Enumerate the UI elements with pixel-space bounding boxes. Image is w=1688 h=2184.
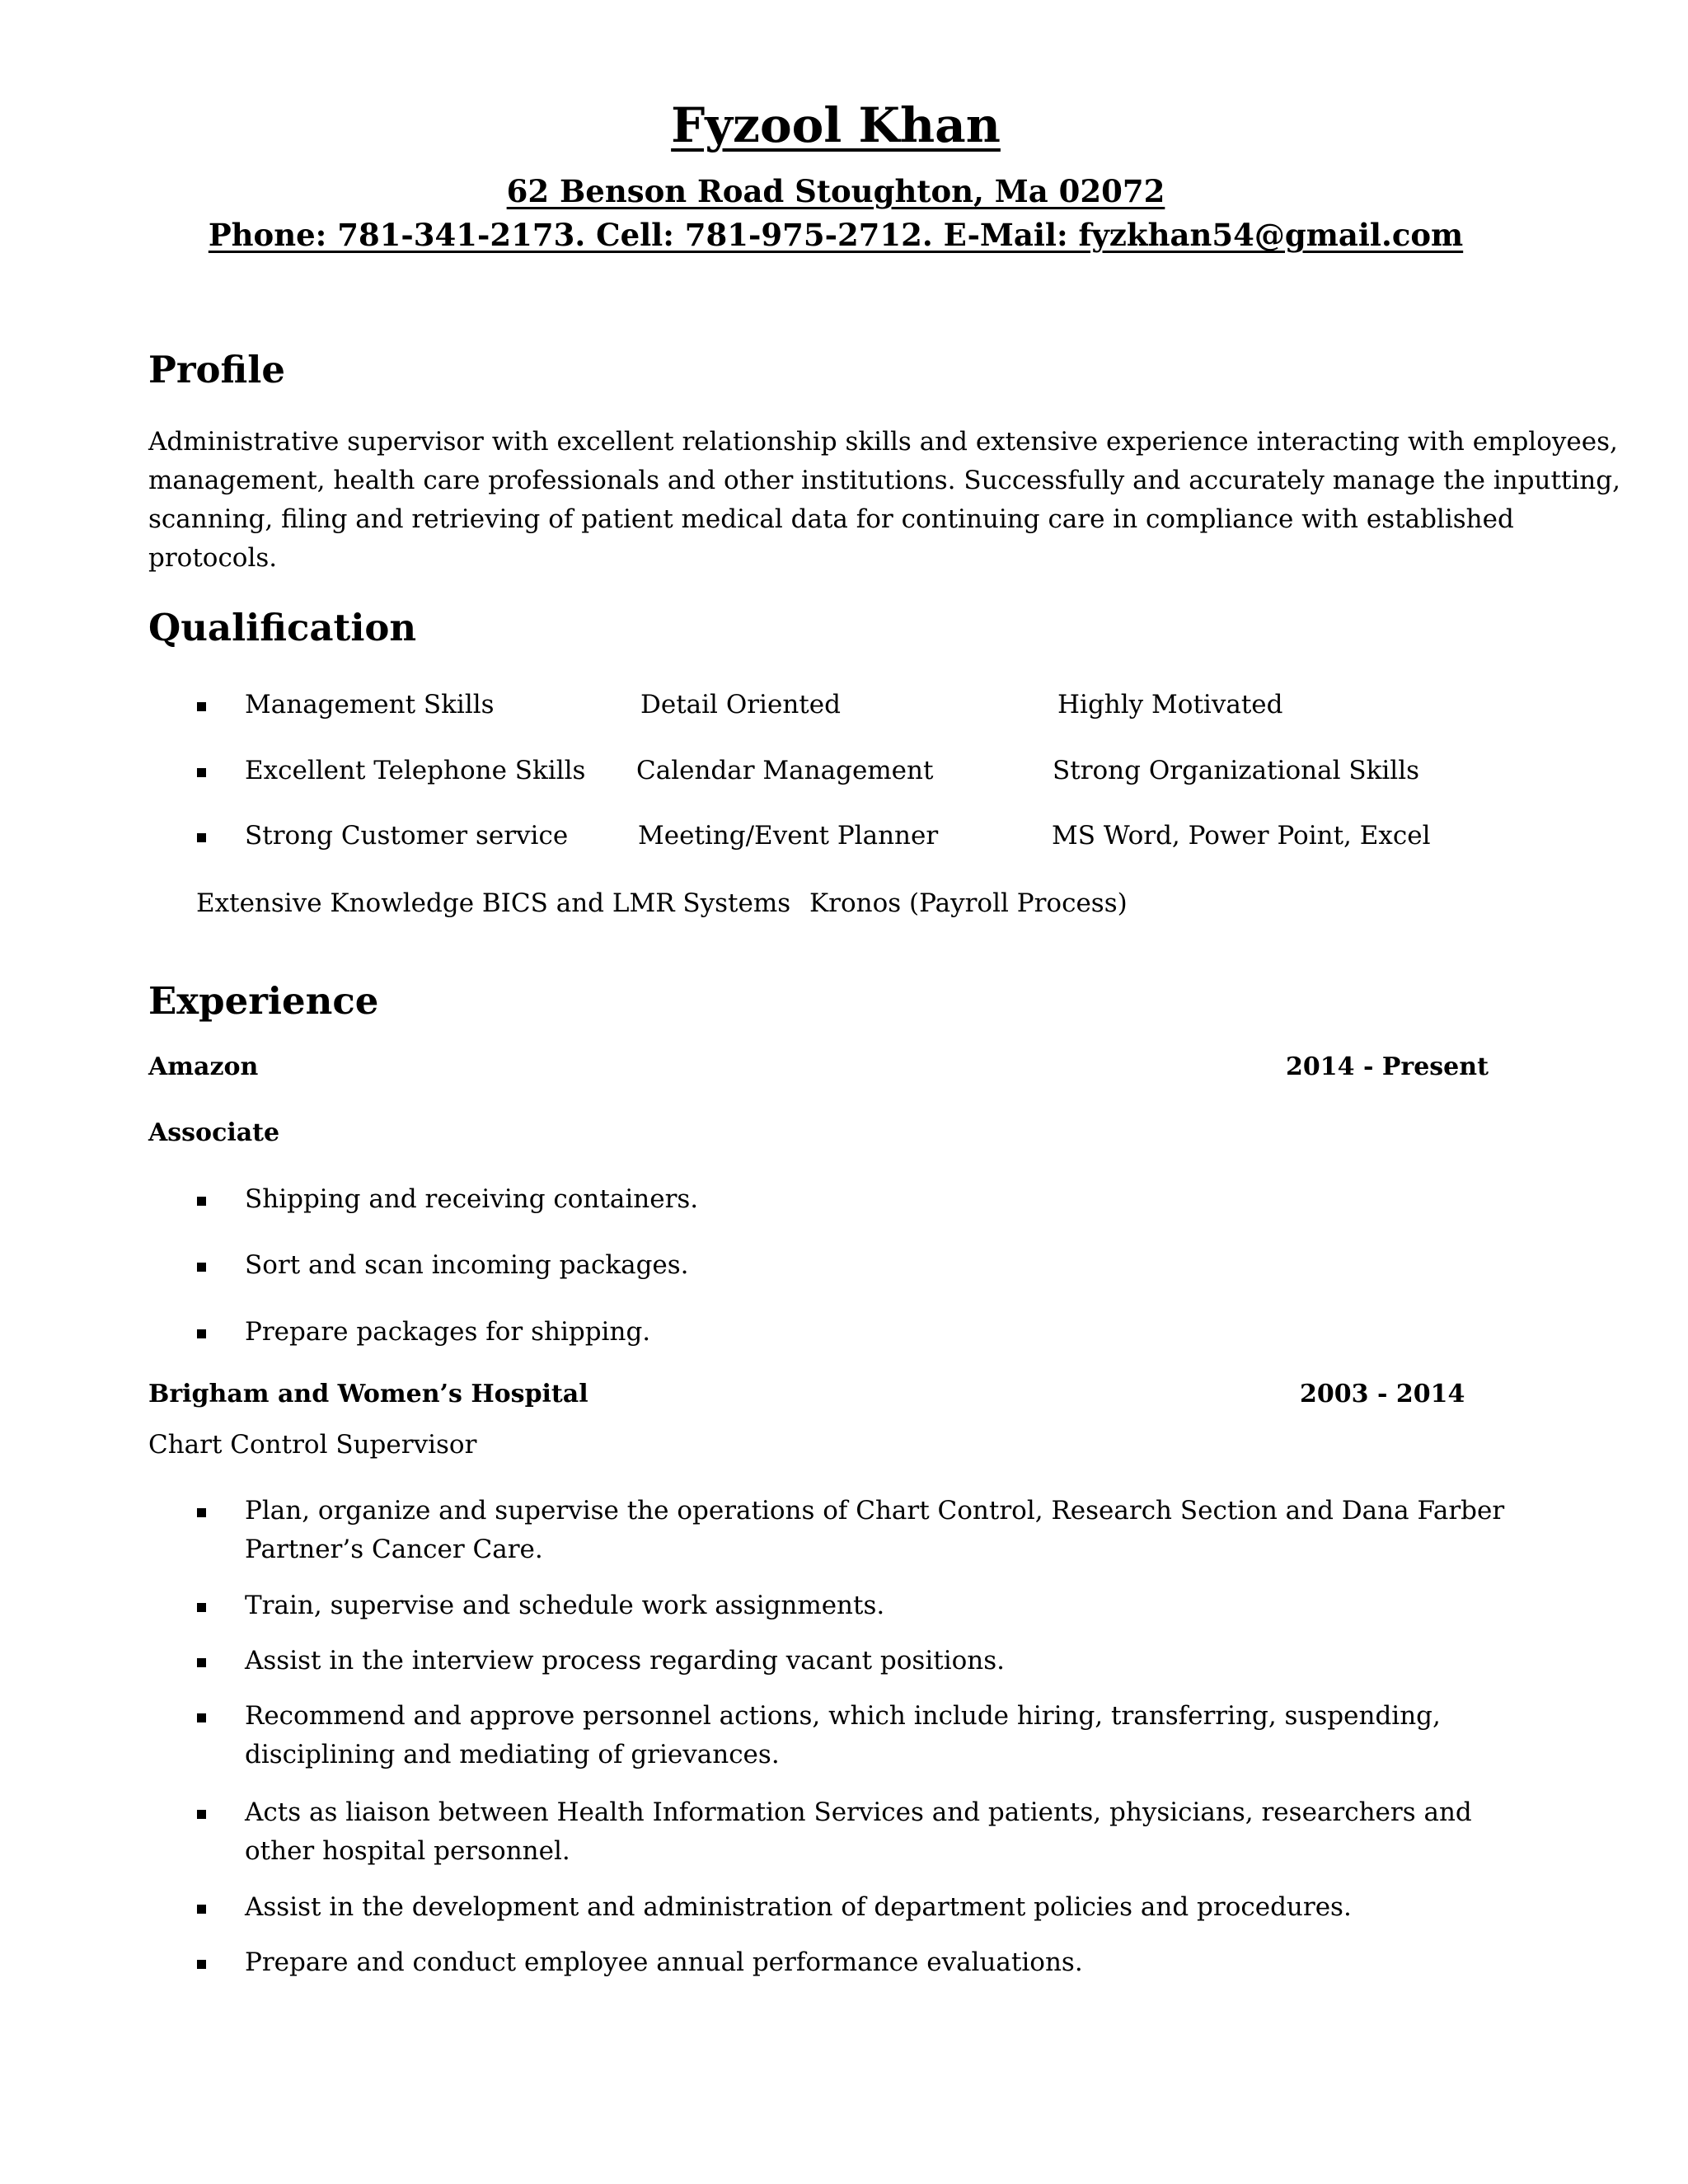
qualification-item: Detail Oriented [640,690,841,719]
resume-contact: Phone: 781-341-2173. Cell: 781-975-2712. E-Mail: fyzkhan54@gmail.com [208,217,1464,253]
bullet-icon [197,1603,206,1612]
job-duty: Train, supervise and schedule work assignments. [245,1591,885,1620]
profile-text [148,423,1620,578]
job-duty: Sort and scan incoming packages. [245,1250,689,1280]
bullet-icon [197,1960,206,1969]
qualification-extra: Kronos (Payroll Process) [809,888,1128,918]
job-title: Associate [148,1118,280,1147]
bullet-icon [197,1508,206,1517]
qualification-item: MS Word, Power Point, Excel [1052,821,1431,851]
bullet-icon [197,1658,206,1667]
profile-heading: Profile [148,348,286,391]
bullet-icon [197,833,206,842]
bullet-icon [197,1329,206,1338]
experience-heading: Experience [148,979,379,1023]
job-duty: Prepare and conduct employee annual performance evaluations. [245,1947,1083,1977]
job-duty: Recommend and approve personnel actions, which include hiring, transferring, suspending, disciplining and mediating of grievances. [245,1701,1441,1769]
profile-line: management, health care professionals and other institutions. Successfully and accurately manage the inputting, [148,466,1620,495]
job-duty: Assist in the development and administration of department policies and procedures. [245,1892,1352,1922]
bullet-icon [197,1905,206,1914]
job-duty: Shipping and receiving containers. [245,1184,699,1214]
profile-line: Administrative supervisor with excellent relationship skills and extensive experience interacting with employees, [148,427,1618,457]
qualification-item: Highly Motivated [1057,690,1283,719]
profile-line: scanning, filing and retrieving of patient medical data for continuing care in compliance with established [148,504,1514,534]
job-duty: Plan, organize and supervise the operations of Chart Control, Research Section and Dana Farber Partner’s Cancer Care. [245,1496,1505,1564]
bullet-icon [197,1810,206,1819]
bullet-icon [197,768,206,777]
profile-line: protocols. [148,543,278,573]
employment-dates: 2014 - Present [1286,1052,1489,1081]
qualification-item: Calendar Management [636,756,934,785]
qualification-extra: Extensive Knowledge BICS and LMR Systems [196,888,791,918]
job-duty: Assist in the interview process regarding vacant positions. [245,1646,1006,1675]
job-title: Chart Control Supervisor [148,1430,477,1460]
bullet-icon [197,1263,206,1272]
resume-address: 62 Benson Road Stoughton, Ma 02072 [506,173,1165,209]
bullet-icon [197,702,206,711]
resume-name: Fyzool Khan [671,97,1001,153]
bullet-icon [197,1197,206,1206]
bullet-icon [197,1713,206,1722]
job-duty: Acts as liaison between Health Information Services and patients, physicians, researchers and other hospital personnel. [245,1797,1472,1866]
qualification-item: Management Skills [245,690,495,719]
qualification-item: Excellent Telephone Skills [245,756,586,785]
employment-dates: 2003 - 2014 [1300,1380,1465,1408]
job-duty: Prepare packages for shipping. [245,1317,651,1347]
qualification-item: Strong Organizational Skills [1053,756,1420,785]
company-name: Brigham and Women’s Hospital [148,1380,588,1408]
qualification-item: Meeting/Event Planner [638,821,939,851]
qualification-item: Strong Customer service [245,821,569,851]
qualification-heading: Qualification [148,606,417,649]
company-name: Amazon [148,1052,259,1081]
